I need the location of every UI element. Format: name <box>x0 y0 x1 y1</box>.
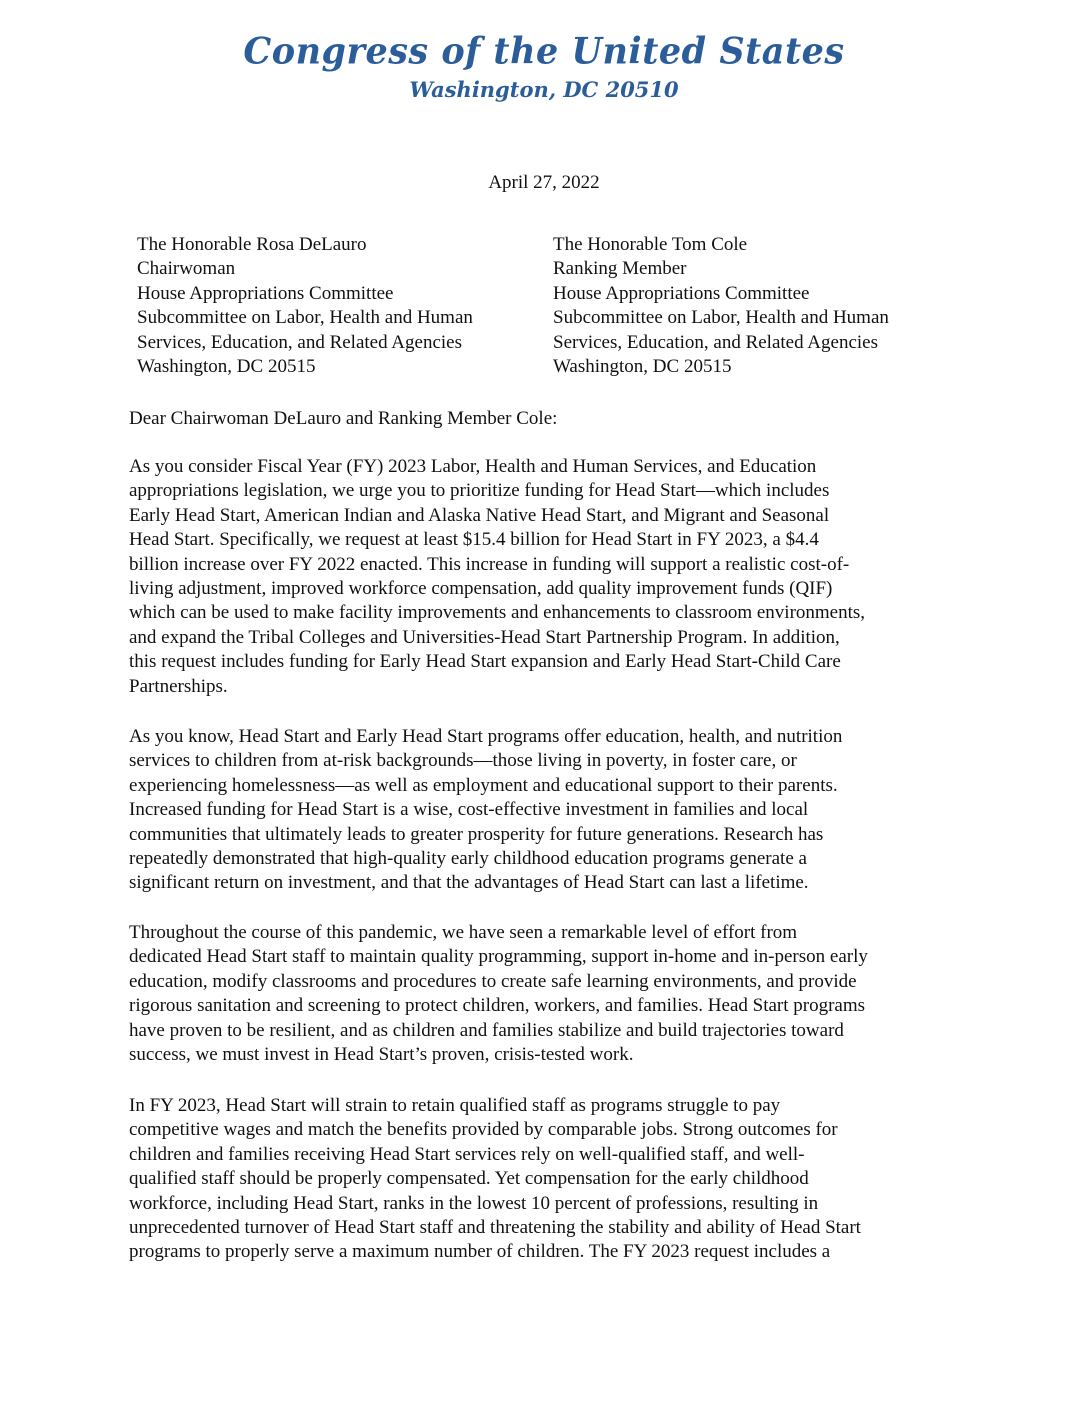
paragraph-pandemic-effort <box>129 921 969 1067</box>
address-line: The Honorable Rosa DeLauro <box>137 234 367 255</box>
text-line: competitive wages and match the benefits provided by comparable jobs. Strong outcomes for <box>129 1119 838 1141</box>
text-line: programs to properly serve a maximum number of children. The FY 2023 request includes a <box>129 1241 831 1263</box>
address-line: Services, Education, and Related Agencies <box>553 331 879 353</box>
text-line: billion increase over FY 2022 enacted. This increase in funding will support a realistic cost-of- <box>129 553 850 575</box>
letterhead <box>0 30 1088 104</box>
address-line: Chairwoman <box>137 258 236 280</box>
address-line: Washington, DC 20515 <box>553 356 732 378</box>
recipient-address-cole <box>553 233 889 379</box>
text-line: which can be used to make facility improvements and enhancements to classroom environments, <box>129 602 866 624</box>
text-line: children and families receiving Head Start services rely on well-qualified staff, and well- <box>129 1143 805 1165</box>
address-line: House Appropriations Committee <box>137 282 394 304</box>
address-line: Ranking Member <box>553 258 687 280</box>
text-line: have proven to be resilient, and as children and families stabilize and build trajectories toward <box>129 1019 844 1041</box>
text-line: significant return on investment, and that the advantages of Head Start can last a lifetime. <box>129 872 809 894</box>
text-line: success, we must invest in Head Start’s proven, crisis-tested work. <box>129 1044 634 1066</box>
address-line: The Honorable Tom Cole <box>553 234 748 255</box>
text-line: Partnerships. <box>129 675 228 697</box>
letter-date: April 27, 2022 <box>488 172 600 193</box>
paragraph-staff-retention <box>129 1094 969 1265</box>
text-line: Head Start. Specifically, we request at least $15.4 billion for Head Start in FY 2023, a $4.4 <box>129 529 819 551</box>
recipient-address-delauro <box>137 233 473 379</box>
letterhead-title: Congress of the United States <box>243 29 845 73</box>
text-line: workforce, including Head Start, ranks in the lowest 10 percent of professions, resulting in <box>129 1192 819 1214</box>
text-line: As you know, Head Start and Early Head Start programs offer education, health, and nutrition <box>129 726 843 747</box>
text-line: and expand the Tribal Colleges and Universities-Head Start Partnership Program. In addition, <box>129 626 840 648</box>
text-line: In FY 2023, Head Start will strain to retain qualified staff as programs struggle to pay <box>129 1095 781 1116</box>
text-line: education, modify classrooms and procedures to create safe learning environments, and provide <box>129 970 857 992</box>
address-line: Washington, DC 20515 <box>137 356 316 378</box>
text-line: this request includes funding for Early Head Start expansion and Early Head Start-Child Care <box>129 651 841 673</box>
text-line: communities that ultimately leads to greater prosperity for future generations. Research has <box>129 823 824 845</box>
text-line: Early Head Start, American Indian and Alaska Native Head Start, and Migrant and Seasonal <box>129 504 830 526</box>
text-line: unprecedented turnover of Head Start staff and threatening the stability and ability of Head Start <box>129 1217 861 1239</box>
text-line: appropriations legislation, we urge you to prioritize funding for Head Start—which includes <box>129 480 830 502</box>
text-line: qualified staff should be properly compensated. Yet compensation for the early childhood <box>129 1168 809 1190</box>
salutation: Dear Chairwoman DeLauro and Ranking Member Cole: <box>129 408 558 429</box>
paragraph-funding-request <box>129 455 969 699</box>
address-line: House Appropriations Committee <box>553 282 810 304</box>
address-line: Subcommittee on Labor, Health and Human <box>553 307 889 329</box>
text-line: living adjustment, improved workforce compensation, add quality improvement funds (QIF) <box>129 578 833 600</box>
address-line: Services, Education, and Related Agencies <box>137 331 463 353</box>
text-line: dedicated Head Start staff to maintain quality programming, support in-home and in-person early <box>129 946 868 968</box>
letterhead-subtitle: Washington, DC 20510 <box>409 77 679 102</box>
text-line: experiencing homelessness—as well as employment and educational support to their parents. <box>129 774 838 796</box>
text-line: Increased funding for Head Start is a wise, cost-effective investment in families and local <box>129 799 809 821</box>
text-line: As you consider Fiscal Year (FY) 2023 Labor, Health and Human Services, and Education <box>129 456 817 477</box>
text-line: repeatedly demonstrated that high-quality early childhood education programs generate a <box>129 848 807 870</box>
text-line: Throughout the course of this pandemic, we have seen a remarkable level of effort from <box>129 922 798 943</box>
text-line: services to children from at-risk backgrounds—those living in poverty, in foster care, or <box>129 750 797 772</box>
address-line: Subcommittee on Labor, Health and Human <box>137 307 473 329</box>
text-line: rigorous sanitation and screening to protect children, workers, and families. Head Start programs <box>129 995 866 1017</box>
paragraph-program-value <box>129 725 969 896</box>
